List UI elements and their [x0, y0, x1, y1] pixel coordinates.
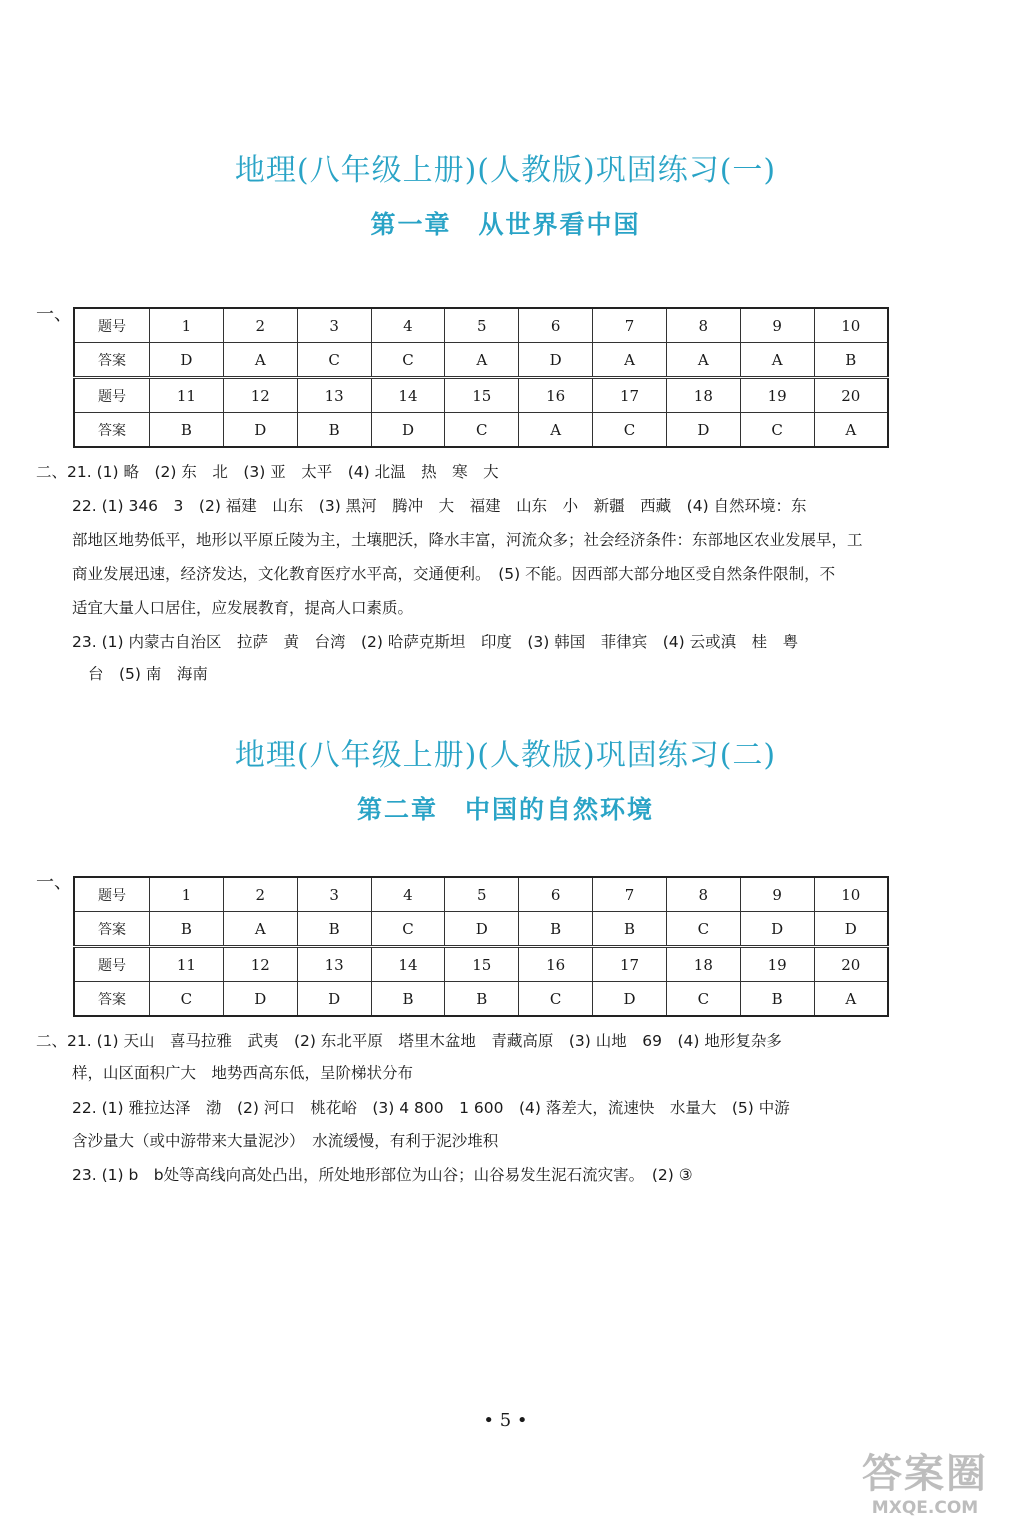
question-number: 19: [740, 947, 814, 982]
row-label: 答案: [74, 982, 150, 1017]
question-number: 10: [814, 308, 888, 343]
answer-cell: D: [740, 912, 814, 947]
answer-cell: A: [740, 343, 814, 378]
question-number: 14: [371, 947, 445, 982]
answer-cell: B: [519, 912, 593, 947]
question-number: 12: [223, 947, 297, 982]
question-number: 20: [814, 947, 888, 982]
question-number: 13: [297, 378, 371, 413]
section-2-answer-table: [73, 876, 889, 1017]
answer-cell: D: [593, 982, 667, 1017]
question-number: 1: [150, 877, 224, 912]
question-number: 15: [445, 947, 519, 982]
answer-cell: D: [223, 413, 297, 448]
answer-cell: B: [593, 912, 667, 947]
question-number: 6: [519, 877, 593, 912]
answer-cell: C: [519, 982, 593, 1017]
question-number: 6: [519, 308, 593, 343]
question-number: 7: [593, 308, 667, 343]
row-label: 题号: [74, 378, 150, 413]
answer-line: 商业发展迅速，经济发达，文化教育医疗水平高，交通便利。 (5) 不能。因西部大部分地区受自然条件限制，不: [72, 565, 836, 583]
question-number: 4: [371, 877, 445, 912]
question-number: 13: [297, 947, 371, 982]
answer-cell: C: [371, 343, 445, 378]
answer-cell: B: [150, 912, 224, 947]
question-number: 15: [445, 378, 519, 413]
answer-cell: D: [223, 982, 297, 1017]
table-row: [74, 308, 888, 343]
table-row: [74, 982, 888, 1017]
answer-line: 二、21. (1) 天山 喜马拉雅 武夷 (2) 东北平原 塔里木盆地 青藏高原 (3) 山地 69 (4) 地形复杂多: [36, 1032, 782, 1050]
answer-cell: A: [666, 343, 740, 378]
answer-line: 部地区地势低平，地形以平原丘陵为主，土壤肥沃，降水丰富，河流众多；社会经济条件：东部地区农业发展早，工: [72, 531, 863, 549]
answer-line: 23. (1) 内蒙古自治区 拉萨 黄 台湾 (2) 哈萨克斯坦 印度 (3) 韩国 菲律宾 (4) 云或滇 桂 粤: [72, 633, 799, 651]
answer-cell: B: [371, 982, 445, 1017]
answer-cell: C: [371, 912, 445, 947]
question-number: 5: [445, 308, 519, 343]
answer-cell: A: [593, 343, 667, 378]
answer-line: 23. (1) b b处等高线向高处凸出，所处地形部位为山谷；山谷易发生泥石流灾害。 (2) ③: [72, 1166, 693, 1184]
answer-cell: D: [371, 413, 445, 448]
question-number: 12: [223, 378, 297, 413]
section-1-answer-table: [73, 307, 889, 448]
question-number: 5: [445, 877, 519, 912]
table-row: [74, 378, 888, 413]
section-2-part-mark: 一、: [36, 872, 72, 893]
question-number: 4: [371, 308, 445, 343]
answer-cell: D: [666, 413, 740, 448]
table-row: [74, 912, 888, 947]
page-number: • 5 •: [483, 1410, 528, 1431]
answer-line: 22. (1) 雅拉达泽 渤 (2) 河口 桃花峪 (3) 4 800 1 600 (4) 落差大，流速快 水量大 (5) 中游: [72, 1099, 790, 1117]
answer-cell: C: [150, 982, 224, 1017]
answer-cell: C: [740, 413, 814, 448]
answer-cell: A: [223, 343, 297, 378]
question-number: 10: [814, 877, 888, 912]
answer-cell: D: [445, 912, 519, 947]
answer-cell: C: [666, 912, 740, 947]
answer-cell: B: [740, 982, 814, 1017]
answer-line: 含沙量大（或中游带来大量泥沙） 水流缓慢，有利于泥沙堆积: [72, 1132, 499, 1150]
answer-cell: B: [297, 912, 371, 947]
answer-cell: C: [666, 982, 740, 1017]
answer-cell: A: [519, 413, 593, 448]
question-number: 9: [740, 308, 814, 343]
question-number: 7: [593, 877, 667, 912]
answer-cell: A: [814, 413, 888, 448]
answer-cell: D: [150, 343, 224, 378]
row-label: 答案: [74, 413, 150, 448]
answer-cell: D: [297, 982, 371, 1017]
table-row: [74, 947, 888, 982]
watermark-url: MXQE.COM: [871, 1498, 979, 1518]
answer-cell: C: [445, 413, 519, 448]
question-number: 3: [297, 877, 371, 912]
row-label: 题号: [74, 947, 150, 982]
answer-cell: B: [297, 413, 371, 448]
section-1-chapter: 第一章 从世界看中国: [370, 210, 641, 239]
question-number: 19: [740, 378, 814, 413]
row-label: 答案: [74, 912, 150, 947]
question-number: 17: [593, 378, 667, 413]
answer-cell: A: [814, 982, 888, 1017]
question-number: 20: [814, 378, 888, 413]
answer-line: 22. (1) 346 3 (2) 福建 山东 (3) 黑河 腾冲 大 福建 山东 小 新疆 西藏 (4) 自然环境：东: [72, 497, 807, 515]
answer-cell: D: [814, 912, 888, 947]
answer-cell: C: [593, 413, 667, 448]
answer-line: 台 (5) 南 海南: [88, 665, 208, 683]
question-number: 8: [666, 308, 740, 343]
answer-cell: B: [814, 343, 888, 378]
table-row: [74, 877, 888, 912]
question-number: 18: [666, 378, 740, 413]
table-row: [74, 413, 888, 448]
section-1-title: 地理(八年级上册)(人教版)巩固练习(一): [234, 153, 777, 188]
question-number: 2: [223, 308, 297, 343]
watermark-logo-text: 答案圈: [862, 1451, 988, 1497]
answer-cell: A: [445, 343, 519, 378]
question-number: 2: [223, 877, 297, 912]
answer-cell: B: [445, 982, 519, 1017]
table-row: [74, 343, 888, 378]
row-label: 题号: [74, 308, 150, 343]
answer-line: 二、21. (1) 略 (2) 东 北 (3) 亚 太平 (4) 北温 热 寒 大: [36, 463, 499, 481]
answer-cell: A: [223, 912, 297, 947]
section-1-part-mark: 一、: [36, 304, 72, 325]
question-number: 8: [666, 877, 740, 912]
question-number: 14: [371, 378, 445, 413]
answer-line: 适宜大量人口居住，应发展教育，提高人口素质。: [72, 599, 414, 617]
answer-cell: D: [519, 343, 593, 378]
question-number: 11: [150, 947, 224, 982]
section-2-chapter: 第二章 中国的自然环境: [356, 795, 654, 824]
answer-cell: B: [150, 413, 224, 448]
question-number: 17: [593, 947, 667, 982]
row-label: 答案: [74, 343, 150, 378]
row-label: 题号: [74, 877, 150, 912]
answer-cell: C: [297, 343, 371, 378]
question-number: 18: [666, 947, 740, 982]
question-number: 16: [519, 947, 593, 982]
question-number: 16: [519, 378, 593, 413]
answer-line: 样，山区面积广大 地势西高东低，呈阶梯状分布: [72, 1064, 414, 1082]
question-number: 11: [150, 378, 224, 413]
question-number: 3: [297, 308, 371, 343]
section-2-title: 地理(八年级上册)(人教版)巩固练习(二): [234, 738, 777, 773]
question-number: 9: [740, 877, 814, 912]
question-number: 1: [150, 308, 224, 343]
watermark-logo: [850, 1450, 1000, 1530]
